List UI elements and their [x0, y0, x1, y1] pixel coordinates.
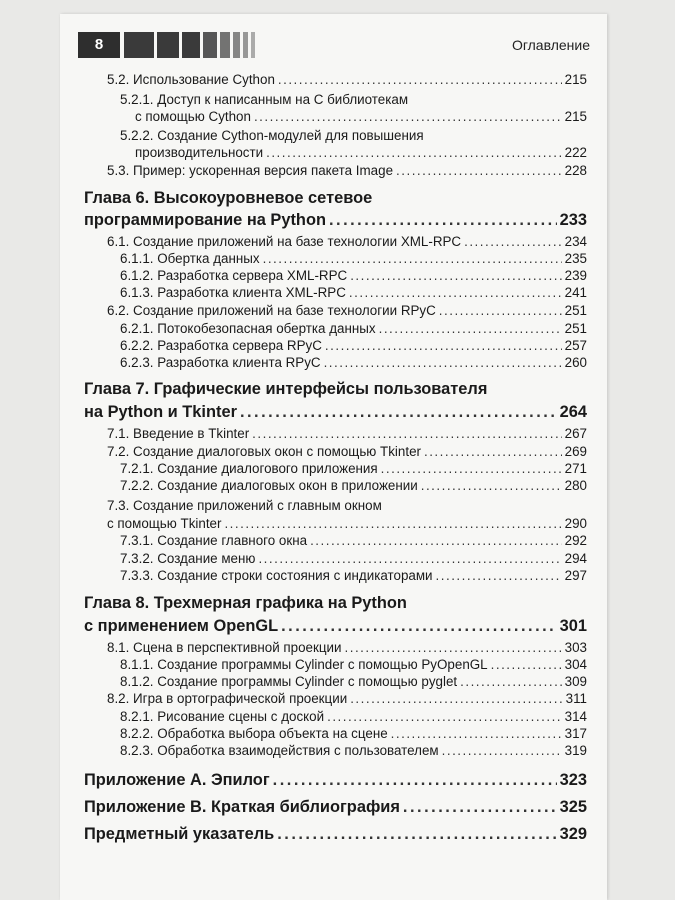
- toc-chapter[interactable]: Глава 7. Графические интерфейсы пользователя: [84, 380, 488, 398]
- page-number: 8: [78, 32, 120, 58]
- table-of-contents: [60, 14, 607, 900]
- toc-chapter[interactable]: с применением OpenGL ..... 301: [84, 617, 587, 636]
- book-page: [60, 14, 607, 900]
- toc-entry[interactable]: 6.2.3. Разработка клиента RPyC ..... 260: [120, 355, 587, 370]
- toc-entry[interactable]: 8.2.1. Рисование сцены с доской ..... 314: [120, 709, 587, 724]
- toc-chapter[interactable]: Глава 6. Высокоуровневое сетевое: [84, 189, 373, 207]
- toc-entry[interactable]: 8.2. Игра в ортографической проекции ..... 311: [107, 691, 587, 706]
- toc-chapter[interactable]: программирование на Python ..... 233: [84, 211, 587, 230]
- toc-chapter[interactable]: Глава 8. Трехмерная графика на Python: [84, 594, 407, 612]
- toc-entry[interactable]: 8.1. Сцена в перспективной проекции ..... 303: [107, 640, 587, 655]
- toc-entry[interactable]: 6.2.2. Разработка сервера RPyC ..... 257: [120, 338, 587, 353]
- toc-appendix[interactable]: Приложение А. Эпилог ..... 323: [84, 771, 587, 790]
- toc-chapter[interactable]: на Python и Tkinter ..... 264: [84, 403, 587, 422]
- toc-entry[interactable]: 7.3.3. Создание строки состояния с индикаторами ..... 297: [120, 568, 587, 583]
- toc-entry[interactable]: 7.2. Создание диалоговых окон с помощью Tkinter ..... 269: [107, 444, 587, 459]
- toc-entry[interactable]: 6.2.1. Потокобезопасная обертка данных ..... 251: [120, 321, 587, 336]
- toc-entry[interactable]: с помощью Cython ..... 215: [135, 109, 587, 124]
- toc-entry[interactable]: 5.2.1. Доступ к написанным на С библиотекам: [120, 92, 409, 107]
- section-title: Оглавление: [511, 37, 590, 53]
- toc-entry[interactable]: 8.1.1. Создание программы Cylinder с помощью PyOpenGL ..... 304: [120, 657, 587, 672]
- toc-entry[interactable]: 6.1.3. Разработка клиента XML-RPC ..... 241: [120, 285, 587, 300]
- toc-entry[interactable]: 6.1. Создание приложений на базе технологии XML-RPC ..... 234: [107, 234, 587, 249]
- toc-entry[interactable]: с помощью Tkinter ..... 290: [107, 516, 587, 531]
- toc-entry[interactable]: 7.3. Создание приложений с главным окном: [107, 498, 382, 513]
- toc-entry[interactable]: 8.1.2. Создание программы Cylinder с помощью pyglet ..... 309: [120, 674, 587, 689]
- toc-entry[interactable]: 8.2.3. Обработка взаимодействия с пользователем ..... 319: [120, 743, 587, 758]
- toc-entry[interactable]: 7.2.2. Создание диалоговых окон в приложении ..... 280: [120, 478, 587, 493]
- toc-entry[interactable]: 6.1.1. Обертка данных ..... 235: [120, 251, 587, 266]
- toc-entry[interactable]: 5.3. Пример: ускоренная версия пакета Image ..... 228: [107, 163, 587, 178]
- toc-entry[interactable]: 5.2. Использование Cython ..... 215: [107, 72, 587, 87]
- toc-entry[interactable]: производительности ..... 222: [135, 145, 587, 160]
- toc-entry[interactable]: 7.3.1. Создание главного окна ..... 292: [120, 533, 587, 548]
- toc-entry[interactable]: 6.2. Создание приложений на базе технологии RPyC ..... 251: [107, 303, 587, 318]
- toc-entry[interactable]: 7.3.2. Создание меню ..... 294: [120, 551, 587, 566]
- toc-entry[interactable]: 5.2.2. Создание Cython-модулей для повышения: [120, 128, 424, 143]
- toc-appendix[interactable]: Приложение В. Краткая библиография ..... 325: [84, 798, 587, 817]
- toc-index[interactable]: Предметный указатель ..... 329: [84, 825, 587, 844]
- toc-entry[interactable]: 7.1. Введение в Tkinter ..... 267: [107, 426, 587, 441]
- toc-entry[interactable]: 6.1.2. Разработка сервера XML-RPC ..... 239: [120, 268, 587, 283]
- toc-entry[interactable]: 7.2.1. Создание диалогового приложения ..... 271: [120, 461, 587, 476]
- toc-entry[interactable]: 8.2.2. Обработка выбора объекта на сцене ..... 317: [120, 726, 587, 741]
